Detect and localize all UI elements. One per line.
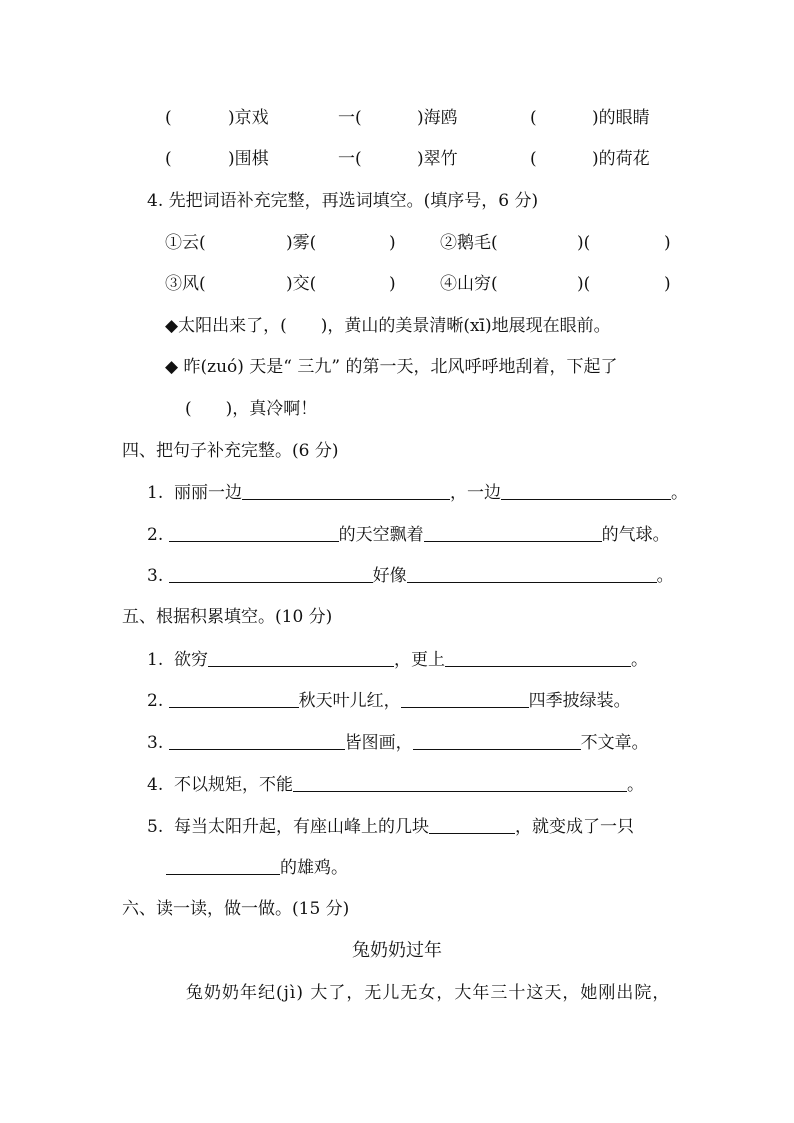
q4-item-c-3: ) bbox=[389, 274, 396, 294]
label: 不文章。 bbox=[580, 733, 649, 753]
blank[interactable] bbox=[407, 564, 657, 583]
label: 4. 不以规矩，不能 bbox=[147, 775, 294, 795]
sec5-line-3 bbox=[147, 731, 649, 754]
blank[interactable] bbox=[401, 689, 529, 708]
blank[interactable] bbox=[293, 773, 627, 792]
q4-item-d-1: ④山穷( bbox=[440, 274, 498, 294]
label: ，就变成了一只 bbox=[515, 817, 635, 837]
q4-sentence-2-line-2: ( )，真冷啊！ bbox=[185, 399, 318, 419]
passage-paragraph: 兔奶奶年纪(jì) 大了，无儿无女，大年三十这天，她刚出院， bbox=[186, 983, 671, 1003]
section-6-heading: 六、读一读，做一做。(15 分) bbox=[122, 899, 350, 919]
label: 的天空飘着 bbox=[338, 525, 424, 545]
paren-open: ( bbox=[165, 108, 172, 128]
q4-prompt-text: 先把词语补充完整，再选词填空。(填序号，6 分) bbox=[168, 191, 539, 211]
sec5-line-5 bbox=[147, 815, 634, 838]
label: 。 bbox=[656, 566, 674, 586]
paren-open: 一( bbox=[338, 108, 362, 128]
sec4-line-3 bbox=[147, 564, 674, 587]
paren-open: ( bbox=[165, 149, 172, 169]
q4-item-d-3: ) bbox=[664, 274, 671, 294]
word: )翠竹 bbox=[417, 149, 458, 169]
sec5-line-6 bbox=[166, 856, 348, 879]
q4-sentence-1: ◆太阳出来了，( )，黄山的美景清晰(xī)地展现在眼前。 bbox=[165, 316, 611, 336]
q4-item-c-1: ③风( bbox=[165, 274, 206, 294]
label: 秋天叶儿红， bbox=[298, 691, 401, 711]
blank[interactable] bbox=[166, 856, 280, 875]
label: 3. bbox=[147, 566, 169, 586]
sec5-line-2 bbox=[147, 689, 631, 712]
label: ，更上 bbox=[394, 650, 446, 670]
blank[interactable] bbox=[169, 523, 339, 542]
sec4-line-1 bbox=[147, 481, 688, 504]
q4-item-a-2: )雾( bbox=[286, 233, 317, 253]
sec5-line-4 bbox=[147, 773, 644, 796]
paren-open: 一( bbox=[338, 149, 362, 169]
word: )京戏 bbox=[228, 108, 269, 128]
label: 。 bbox=[627, 775, 645, 795]
word: )的眼睛 bbox=[592, 108, 650, 128]
label: 的气球。 bbox=[601, 525, 670, 545]
blank[interactable] bbox=[169, 689, 299, 708]
label: 。 bbox=[671, 483, 689, 503]
label: 好像 bbox=[372, 566, 407, 586]
blank[interactable] bbox=[424, 523, 602, 542]
paren-open: ( bbox=[530, 149, 537, 169]
word: )的荷花 bbox=[592, 149, 650, 169]
q4-item-c-2: )交( bbox=[286, 274, 317, 294]
word: )海鸥 bbox=[417, 108, 458, 128]
blank[interactable] bbox=[413, 731, 581, 750]
blank[interactable] bbox=[501, 481, 671, 500]
q4-prompt bbox=[147, 190, 538, 212]
label: 四季披绿装。 bbox=[528, 691, 631, 711]
blank[interactable] bbox=[169, 731, 345, 750]
blank[interactable] bbox=[429, 815, 515, 834]
q4-item-a-1: ①云( bbox=[165, 233, 206, 253]
q4-item-b-3: ) bbox=[664, 233, 671, 253]
section-5-heading: 五、根据积累填空。(10 分) bbox=[122, 607, 333, 627]
q4-sentence-2-line-1: ◆ 昨(zuó) 天是“ 三九” 的第一天，北风呼呼地刮着，下起了 bbox=[165, 357, 618, 377]
q4-item-a-3: ) bbox=[389, 233, 396, 253]
label: 2. bbox=[147, 525, 169, 545]
label: 3. bbox=[147, 733, 169, 753]
label: 1. 丽丽一边 bbox=[147, 483, 243, 503]
sec4-line-2 bbox=[147, 523, 670, 546]
sec5-line-1 bbox=[147, 648, 648, 671]
passage-title: 兔奶奶过年 bbox=[352, 940, 442, 961]
label: 2. bbox=[147, 691, 169, 711]
blank[interactable] bbox=[242, 481, 450, 500]
label: ，一边 bbox=[450, 483, 502, 503]
q4-number: 4. bbox=[147, 191, 164, 211]
blank[interactable] bbox=[208, 648, 394, 667]
blank[interactable] bbox=[169, 564, 373, 583]
q4-item-b-1: ②鹅毛( bbox=[440, 233, 498, 253]
q4-item-b-2: )( bbox=[577, 233, 591, 253]
label: 5. 每当太阳升起，有座山峰上的几块 bbox=[147, 817, 430, 837]
section-4-heading: 四、把句子补充完整。(6 分) bbox=[122, 441, 339, 461]
label: 的雄鸡。 bbox=[280, 858, 348, 878]
label: 皆图画， bbox=[344, 733, 413, 753]
label: 。 bbox=[631, 650, 649, 670]
q4-item-d-2: )( bbox=[577, 274, 591, 294]
paren-open: ( bbox=[530, 108, 537, 128]
word: )围棋 bbox=[228, 149, 269, 169]
label: 1. 欲穷 bbox=[147, 650, 209, 670]
blank[interactable] bbox=[445, 648, 631, 667]
